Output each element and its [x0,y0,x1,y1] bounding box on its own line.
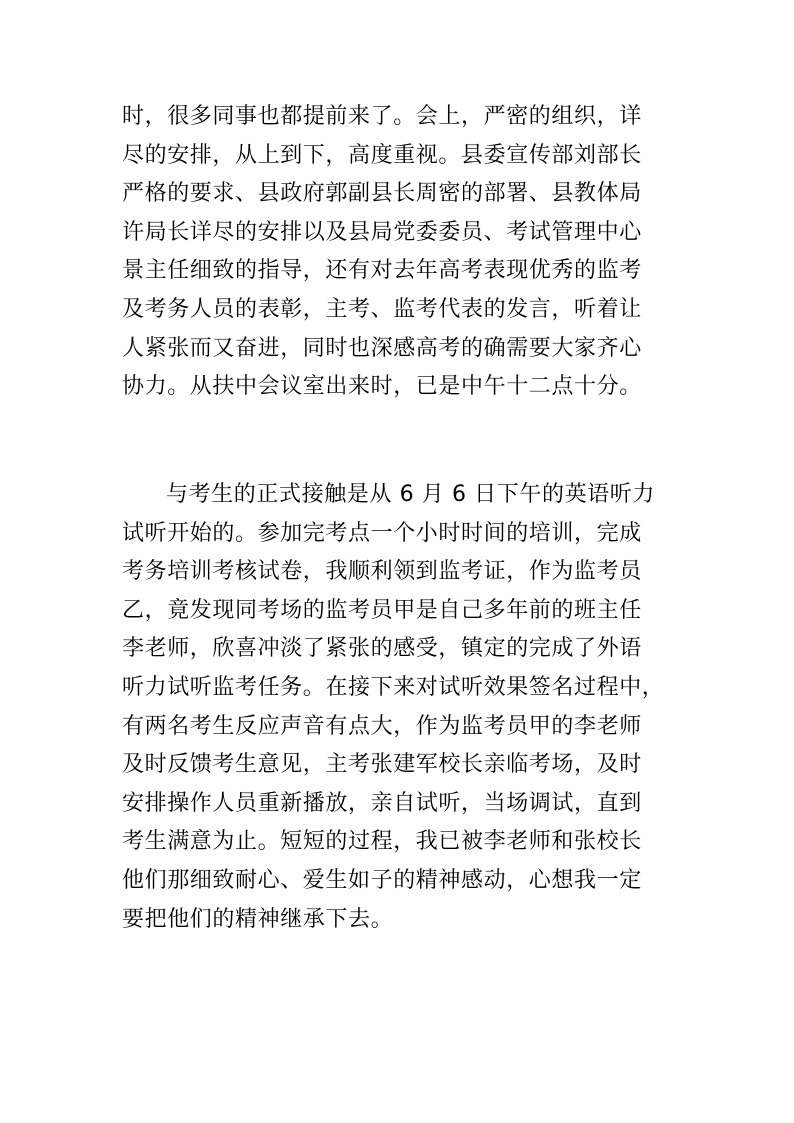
paragraph-line: 李老师，欣喜冲淡了紧张的感受，镇定的完成了外语 [122,636,642,662]
paragraph-line: 许局长详尽的安排以及县局党委委员、考试管理中心 [122,219,642,245]
paragraph-line: 协力。从扶中会议室出来时，已是中午十二点十分。 [122,374,642,400]
paragraph-line: 考生满意为止。短短的过程，我已被李老师和张校长 [122,829,642,855]
paragraph-line: 安排操作人员重新播放，亲自试听，当场调试，直到 [122,790,642,816]
paragraph-line: 考务培训考核试卷，我顺利领到监考证，作为监考员 [122,559,642,585]
paragraph-line: 要把他们的精神继承下去。 [122,906,394,932]
paragraph-line: 及考务人员的表彰，主考、监考代表的发言，听着让 [122,296,642,322]
paragraph-line: 严格的要求、县政府郭副县长周密的部署、县教体局 [122,181,642,207]
paragraph-2 [122,476,692,939]
paragraph-line: 与考生的正式接触是从 6 月 6 日下午的英语听力 [166,482,655,507]
paragraph-line: 乙，竟发现同考场的监考员甲是自己多年前的班主任 [122,597,642,623]
paragraph-line: 时，很多同事也都提前来了。会上，严密的组织，详 [122,104,642,129]
paragraph-line: 人紧张而又奋进，同时也深感高考的确需要大家齐心 [122,335,642,361]
paragraph-line: 有两名考生反应声音有点大，作为监考员甲的李老师 [122,713,642,739]
paragraph-1 [122,98,692,407]
paragraph-line: 试听开始的。参加完考点一个小时时间的培训，完成 [122,520,642,546]
paragraph-line: 及时反馈考生意见，主考张建军校长亲临考场，及时 [122,752,642,778]
paragraph-line: 他们那细致耐心、爱生如子的精神感动，心想我一定 [122,867,642,893]
paragraph-line: 听力试听监考任务。在接下来对试听效果签名过程中， [122,674,665,700]
paragraph-line: 景主任细致的指导，还有对去年高考表现优秀的监考 [122,258,642,284]
paragraph-line: 尽的安排，从上到下，高度重视。县委宣传部刘部长 [122,142,642,168]
